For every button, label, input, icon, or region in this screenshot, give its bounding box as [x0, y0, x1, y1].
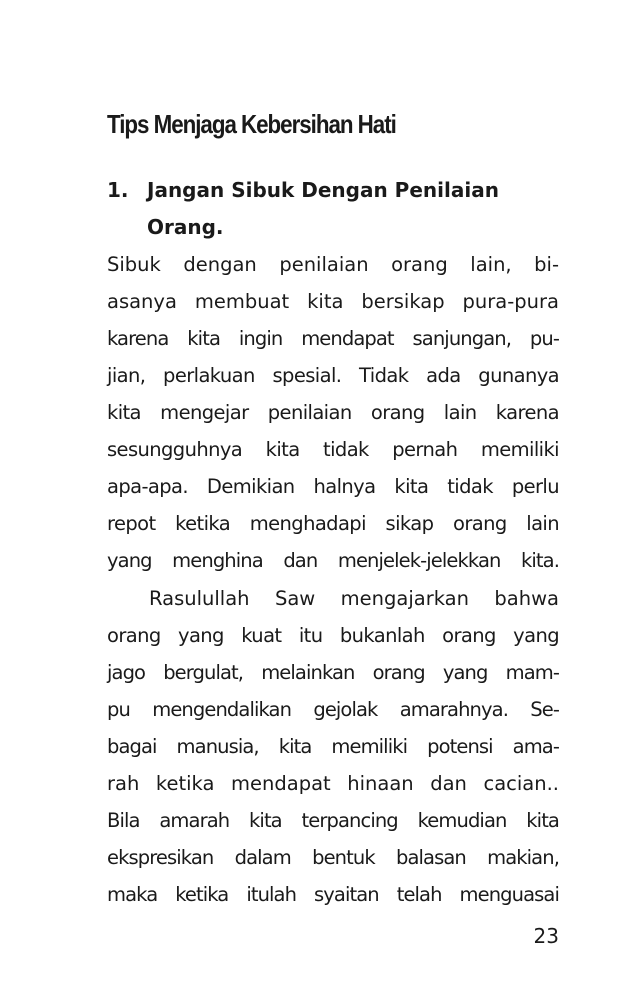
- text-line: pu mengendalikan gejolak amarahnya. Se-: [107, 698, 559, 721]
- text-line: Sibuk dengan penilaian orang lain, bi-: [107, 253, 559, 276]
- book-page: [107, 0, 559, 993]
- text-line: jago bergulat, melainkan orang yang mam-: [107, 661, 559, 684]
- text-line: ekspresikan dalam bentuk balasan makian,: [107, 846, 559, 869]
- heading-line-2: Orang.: [147, 215, 224, 239]
- text-line: rah ketika mendapat hinaan dan cacian..: [107, 772, 559, 795]
- text-line: sesungguhnya kita tidak pernah memiliki: [107, 438, 559, 461]
- text-line: orang yang kuat itu bukanlah orang yang: [107, 624, 559, 647]
- page-number: 23: [533, 924, 559, 948]
- text-line: maka ketika itulah syaitan telah menguasai: [107, 883, 559, 906]
- text-line: jian, perlakuan spesial. Tidak ada gunanya: [107, 364, 559, 387]
- heading-number: 1.: [107, 178, 129, 202]
- heading-line-1: Jangan Sibuk Dengan Penilaian: [147, 178, 499, 202]
- text-line: kita mengejar penilaian orang lain karena: [107, 401, 559, 424]
- numbered-heading: [107, 172, 559, 246]
- text-line: Bila amarah kita terpancing kemudian kita: [107, 809, 559, 832]
- text-line: asanya membuat kita bersikap pura-pura: [107, 290, 559, 313]
- text-line: apa-apa. Demikian halnya kita tidak perlu: [107, 475, 559, 498]
- text-line: Rasulullah Saw mengajarkan bahwa: [149, 587, 559, 610]
- page-title: Tips Menjaga Kebersihan Hati: [107, 109, 396, 139]
- text-line: bagai manusia, kita memiliki potensi ama-: [107, 735, 559, 758]
- text-line: repot ketika menghadapi sikap orang lain: [107, 512, 559, 535]
- text-line: karena kita ingin mendapat sanjungan, pu-: [107, 327, 559, 350]
- text-line: yang menghina dan menjelek-jelekkan kita.: [107, 549, 559, 572]
